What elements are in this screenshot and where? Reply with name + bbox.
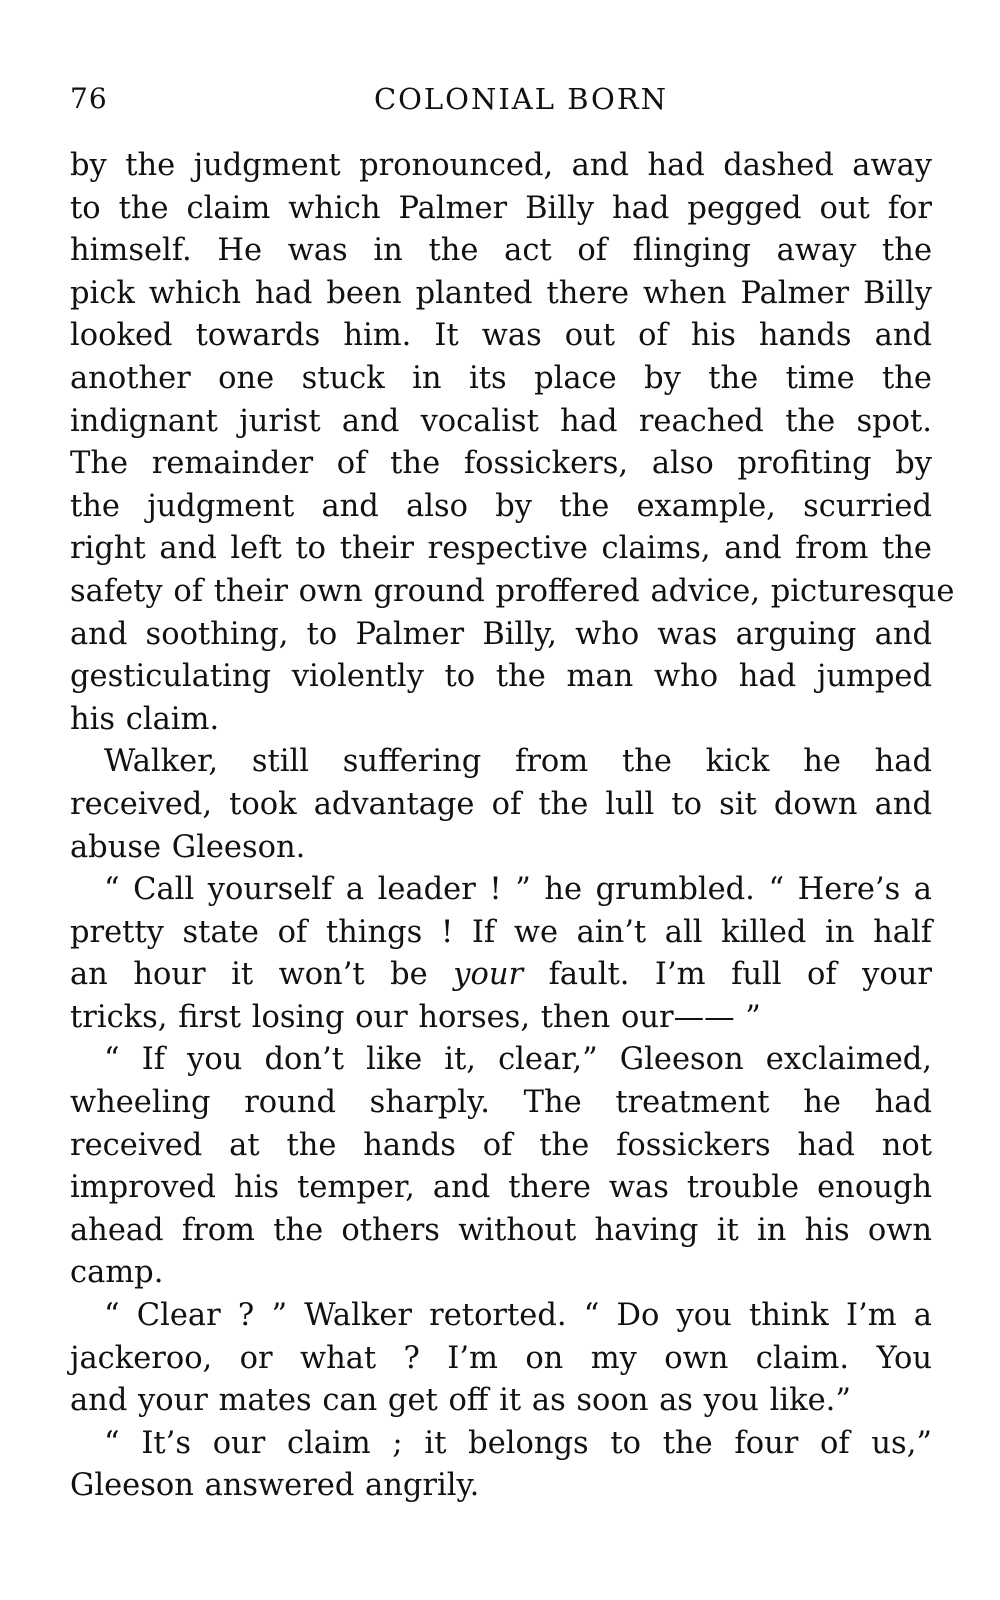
text-line: improved his temper, and there was trouble enough bbox=[70, 1170, 932, 1206]
text-line: pretty state of things ! If we ain’t all killed in half bbox=[70, 914, 932, 950]
text-line: tricks, first losing our horses, then our—— ” bbox=[70, 999, 761, 1035]
running-head bbox=[70, 82, 932, 126]
text-line: indignant jurist and vocalist had reached the spot. bbox=[70, 403, 932, 439]
text-line: to the claim which Palmer Billy had pegged out for bbox=[70, 190, 932, 226]
text-line: The remainder of the fossickers, also profiting by bbox=[70, 446, 932, 482]
text-line: his claim. bbox=[70, 701, 220, 737]
page-number: 76 bbox=[70, 82, 108, 115]
emphasis-text: your bbox=[453, 957, 524, 993]
text-line: “ Call yourself a leader ! ” he grumbled. “ Here’s a bbox=[104, 872, 932, 908]
text-line: received at the hands of the fossickers had not bbox=[70, 1127, 932, 1163]
text-line: an hour it won’t be your fault. I’m full of your bbox=[70, 957, 933, 993]
paragraph bbox=[70, 145, 955, 741]
text-line: right and left to their respective claims, and from the bbox=[70, 531, 932, 567]
text-line: “ If you don’t like it, clear,” Gleeson exclaimed, bbox=[104, 1042, 932, 1078]
text-line: the judgment and also by the example, scurried bbox=[70, 488, 932, 524]
text-line: pick which had been planted there when Palmer Billy bbox=[70, 275, 932, 311]
text-line: “ It’s our claim ; it belongs to the four of us,” bbox=[104, 1425, 932, 1461]
text-line: himself. He was in the act of flinging away the bbox=[70, 233, 932, 269]
text-line: and soothing, to Palmer Billy, who was arguing and bbox=[70, 616, 932, 652]
text-line: ahead from the others without having it in his own bbox=[70, 1212, 932, 1248]
text-line: looked towards him. It was out of his hands and bbox=[70, 318, 932, 354]
text-line: Gleeson answered angrily. bbox=[70, 1468, 480, 1504]
paragraph bbox=[70, 741, 932, 869]
text-line: by the judgment pronounced, and had dashed away bbox=[70, 148, 932, 183]
paragraph bbox=[70, 869, 932, 1039]
text-line: camp. bbox=[70, 1255, 164, 1291]
paragraph bbox=[70, 1423, 932, 1508]
text-line: safety of their own ground proffered advice, picturesque bbox=[70, 573, 955, 609]
text-line: received, took advantage of the lull to sit down and bbox=[70, 786, 932, 822]
text-line: and your mates can get off it as soon as you like.” bbox=[70, 1383, 851, 1419]
text-line: abuse Gleeson. bbox=[70, 829, 306, 865]
text-line: jackeroo, or what ? I’m on my own claim. You bbox=[70, 1340, 932, 1376]
running-title: COLONIAL BORN bbox=[373, 82, 669, 116]
paragraph bbox=[70, 1039, 932, 1295]
text-line: Walker, still suffering from the kick he had bbox=[104, 744, 932, 780]
paragraph bbox=[70, 1295, 932, 1423]
text-line: gesticulating violently to the man who had jumped bbox=[70, 659, 932, 695]
text-line: “ Clear ? ” Walker retorted. “ Do you think I’m a bbox=[104, 1298, 932, 1334]
body-text bbox=[70, 145, 955, 1508]
text-line: wheeling round sharply. The treatment he had bbox=[70, 1085, 932, 1121]
text-line: another one stuck in its place by the time the bbox=[70, 360, 932, 396]
